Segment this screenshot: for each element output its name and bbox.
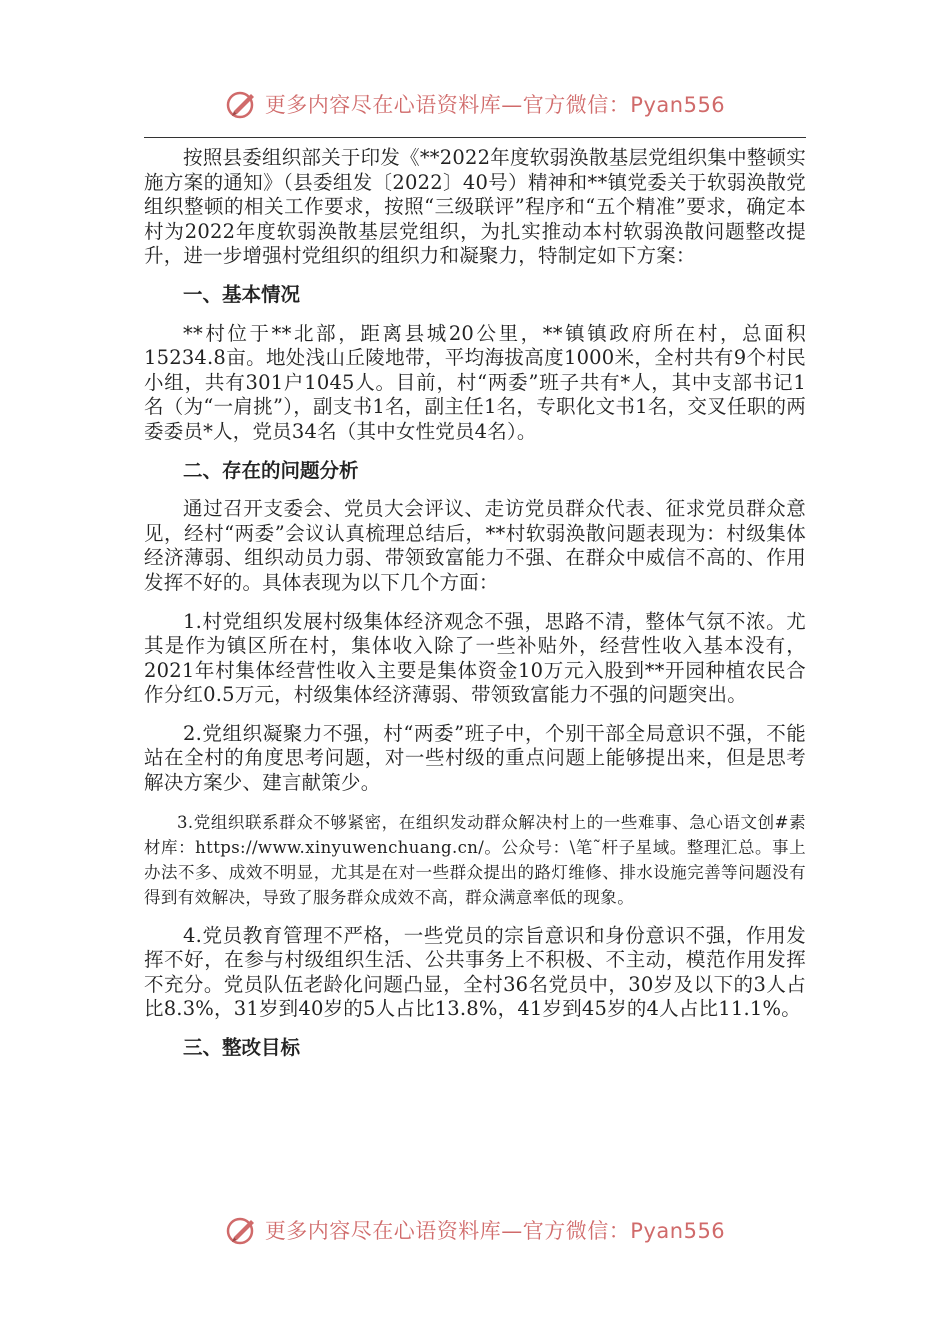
footer-watermark [0,1210,950,1250]
header-watermark [0,84,950,124]
section-heading-basic: 一、基本情况 [183,282,301,306]
problem-item-3: 3.党组织联系群众不够紧密，在组织发动群众解决村上的一些难事、急心语文创#素材库：https://www.xinyuwenchuang.cn/。公众号：\笔˜杆子星域。整理汇总。事上办法不多、成效不明显，尤其是在对一些群众提出的路灯维修、排水设施完善等问题没有得到有效解决，导致了服务群众成效不高，群众满意率低的现象。 [144,812,806,907]
document-body [144,146,806,1061]
analysis-paragraph: 通过召开支委会、党员大会评议、走访党员群众代表、征求党员群众意见，经村“两委”会议认真梳理总结后，**村软弱涣散问题表现为：村级集体经济薄弱、组织动员力弱、带领致富能力不强、在群众中威信不高的、作用发挥不好的。具体表现为以下几个方面： [144,497,806,594]
footer-watermark-text: 更多内容尽在心语资料库—官方微信：Pyan556 [264,1219,726,1243]
basic-info-paragraph: **村位于**北部，距离县城20公里，**镇镇政府所在村，总面积15234.8亩。地处浅山丘陵地带，平均海拔高度1000米，全村共有9个村民小组，共有301户1045人。目前，村“两委”班子共有*人，其中支部书记1名（为“一肩挑”），副支书1名，副主任1名，专职化文书1名，交叉任职的两委委员*人，党员34名（其中女性党员4名）。 [144,321,806,443]
header-rule [144,137,806,138]
problem-item-4: 4.党员教育管理不严格，一些党员的宗旨意识和身份意识不强，作用发挥不好，在参与村级组织生活、公共事务上不积极、不主动，模范作用发挥不充分。党员队伍老龄化问题凸显，全村36名党员中，30岁及以下的3人占比8.3%，31岁到40岁的5人占比13.8%，41岁到45岁的4人占比11.1%。 [144,923,806,1021]
pen-logo-icon [225,87,259,121]
problem-item-1: 1.村党组织发展村级集体经济观念不强，思路不清，整体气氛不浓。尤其是作为镇区所在村，集体收入除了一些补贴外，经营性收入基本没有，2021年村集体经营性收入主要是集体资金10万元入股到**开园种植农民合作分红0.5万元，村级集体经济薄弱、带领致富能力不强的问题突出。 [144,609,806,707]
problem-item-2: 2.党组织凝聚力不强，村“两委”班子中，个别干部全局意识不强，不能站在全村的角度思考问题，对一些村级的重点问题上能够提出来，但是思考解决方案少、建言献策少。 [144,721,806,795]
section-heading-problems: 二、存在的问题分析 [183,458,359,482]
intro-paragraph: 按照县委组织部关于印发《**2022年度软弱涣散基层党组织集中整顿实施方案的通知》（县委组发〔2022〕40号）精神和**镇党委关于软弱涣散党组织整顿的相关工作要求，按照“三级联评”程序和“五个精准”要求，确定本村为2022年度软弱涣散基层党组织，为扎实推动本村软弱涣散问题整改提升，进一步增强村党组织的组织力和凝聚力，特制定如下方案： [144,146,806,268]
header-watermark-text: 更多内容尽在心语资料库—官方微信：Pyan556 [264,93,726,117]
pen-logo-icon [225,1213,259,1247]
section-heading-goals: 三、整改目标 [183,1036,301,1060]
